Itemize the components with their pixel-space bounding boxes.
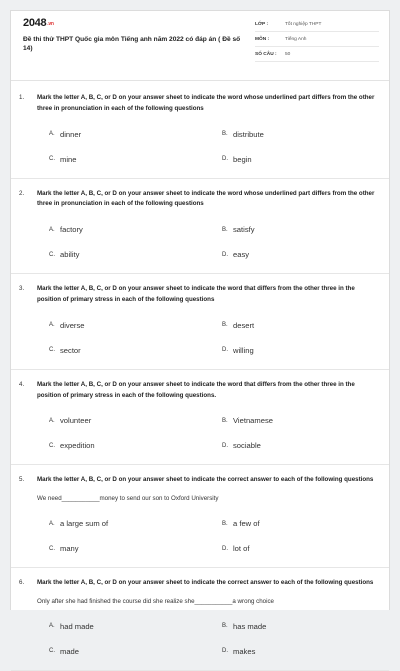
question-text: Mark the letter A, B, C, or D on your answer sheet to indicate the word whose underlined part differs from the other three in pronunciation in each of the following questions [37, 189, 375, 208]
option-c[interactable] [49, 646, 222, 657]
option-text: Vietnamese [233, 416, 273, 426]
option-a[interactable] [49, 621, 222, 632]
question-text: Mark the letter A, B, C, or D on your answer sheet to indicate the word that differs from the other three in the position of primary stress in each of the following questions. [37, 380, 355, 399]
option-letter: D. [222, 347, 228, 354]
question-number: 2. [19, 189, 25, 197]
option-letter: D. [222, 251, 228, 258]
question-5 [11, 465, 389, 568]
option-letter: C. [49, 545, 55, 552]
option-b[interactable] [222, 320, 372, 331]
option-text: made [60, 646, 79, 656]
option-a[interactable] [49, 129, 222, 140]
option-text: a large sum of [60, 519, 109, 529]
option-text: desert [233, 320, 255, 330]
option-text: factory [60, 225, 83, 235]
option-letter: A. [49, 623, 55, 630]
question-1 [11, 83, 389, 179]
option-letter: A. [49, 417, 55, 424]
option-b[interactable] [222, 518, 372, 529]
option-letter: C. [49, 156, 55, 163]
option-letter: D. [222, 442, 228, 449]
question-text: Mark the letter A, B, C, or D on your answer sheet to indicate the word that differs from the other three in the position of primary stress in each of the following questions [37, 285, 355, 303]
option-d[interactable] [222, 440, 372, 451]
question-text: Mark the letter A, B, C, or D on your answer sheet to indicate the word whose underlined part differs from the other three in pronunciation in each of the following questions [37, 94, 375, 112]
meta-value: Tiếng Anh [285, 36, 307, 42]
option-text: sector [60, 345, 81, 355]
answer-options [49, 621, 381, 670]
question-text: Mark the letter A, B, C, or D on your answer sheet to indicate the correct answer to each of the following questions [37, 476, 374, 484]
question-number: 6. [19, 579, 25, 587]
answer-options [49, 129, 381, 178]
site-logo[interactable] [23, 17, 54, 29]
option-letter: A. [49, 226, 55, 233]
exam-page [10, 10, 390, 656]
option-a[interactable] [49, 320, 222, 331]
option-text: makes [233, 646, 256, 656]
option-text: begin [233, 154, 252, 164]
logo-suffix: .vn [47, 21, 54, 27]
logo-text: 2048 [23, 17, 47, 29]
option-letter: D. [222, 545, 228, 552]
option-text: distribute [233, 129, 264, 139]
option-text: satisfy [233, 225, 255, 235]
option-text: ability [60, 250, 80, 260]
option-text: a few of [233, 519, 260, 529]
option-text: many [60, 544, 79, 554]
question-number: 4. [19, 380, 25, 388]
option-a[interactable] [49, 518, 222, 529]
answer-options [49, 320, 381, 369]
option-letter: B. [222, 417, 228, 424]
option-text: diverse [60, 320, 85, 330]
option-text: sociable [233, 441, 261, 451]
answer-options [49, 415, 381, 464]
option-text: has made [233, 621, 267, 631]
option-letter: A. [49, 322, 55, 329]
option-c[interactable] [49, 543, 222, 554]
option-d[interactable] [222, 646, 372, 657]
option-letter: D. [222, 156, 228, 163]
option-letter: C. [49, 347, 55, 354]
answer-options [49, 224, 381, 273]
question-4 [11, 370, 389, 466]
question-number: 1. [19, 94, 25, 101]
option-b[interactable] [222, 621, 372, 632]
option-c[interactable] [49, 345, 222, 356]
question-sentence: We need___________money to send our son to Oxford University [37, 495, 219, 503]
option-letter: B. [222, 131, 228, 138]
option-text: lot of [233, 544, 250, 554]
question-2 [11, 179, 389, 275]
option-c[interactable] [49, 440, 222, 451]
meta-label: SỐ CÂU : [255, 51, 277, 57]
option-text: willing [233, 345, 254, 355]
option-d[interactable] [222, 249, 372, 260]
option-b[interactable] [222, 415, 372, 426]
option-letter: B. [222, 226, 228, 233]
question-number: 5. [19, 476, 25, 484]
option-d[interactable] [222, 154, 372, 165]
option-letter: B. [222, 623, 228, 630]
exam-meta [255, 17, 379, 62]
option-text: had made [60, 621, 94, 631]
option-text: mine [60, 154, 77, 164]
option-text: easy [233, 250, 250, 260]
option-text: dinner [60, 129, 82, 139]
option-letter: B. [222, 520, 228, 527]
option-letter: A. [49, 520, 55, 527]
option-a[interactable] [49, 224, 222, 235]
option-b[interactable] [222, 224, 372, 235]
meta-class-row [255, 17, 379, 32]
question-sentence: Only after she had finished the course did she realize she___________a wrong choice [37, 597, 275, 605]
option-text: volunteer [60, 416, 92, 426]
question-3 [11, 274, 389, 370]
question-number: 3. [19, 285, 25, 293]
option-d[interactable] [222, 345, 372, 356]
meta-value: 50 [285, 51, 291, 57]
option-a[interactable] [49, 415, 222, 426]
exam-title: Đề thi thử THPT Quốc gia môn Tiếng anh năm 2022 có đáp án ( Đề số 14) [23, 36, 241, 53]
option-c[interactable] [49, 154, 222, 165]
question-6 [11, 568, 389, 671]
question-list [11, 83, 389, 671]
option-c[interactable] [49, 249, 222, 260]
option-letter: D. [222, 648, 228, 655]
answer-options [49, 518, 381, 567]
meta-label: LỚP : [255, 21, 269, 27]
option-letter: C. [49, 251, 55, 258]
option-letter: C. [49, 442, 55, 449]
question-text: Mark the letter A, B, C, or D on your answer sheet to indicate the correct answer to each of the following questions [37, 579, 374, 587]
option-letter: A. [49, 131, 55, 138]
option-b[interactable] [222, 129, 372, 140]
option-letter: B. [222, 322, 228, 329]
option-d[interactable] [222, 543, 372, 554]
option-letter: C. [49, 648, 55, 655]
meta-label: MÔN : [255, 36, 270, 42]
option-text: expedition [60, 441, 95, 451]
meta-value: Tốt nghiệp THPT [285, 21, 322, 27]
meta-subject-row [255, 32, 379, 47]
meta-count-row [255, 47, 379, 62]
exam-header [11, 11, 389, 81]
